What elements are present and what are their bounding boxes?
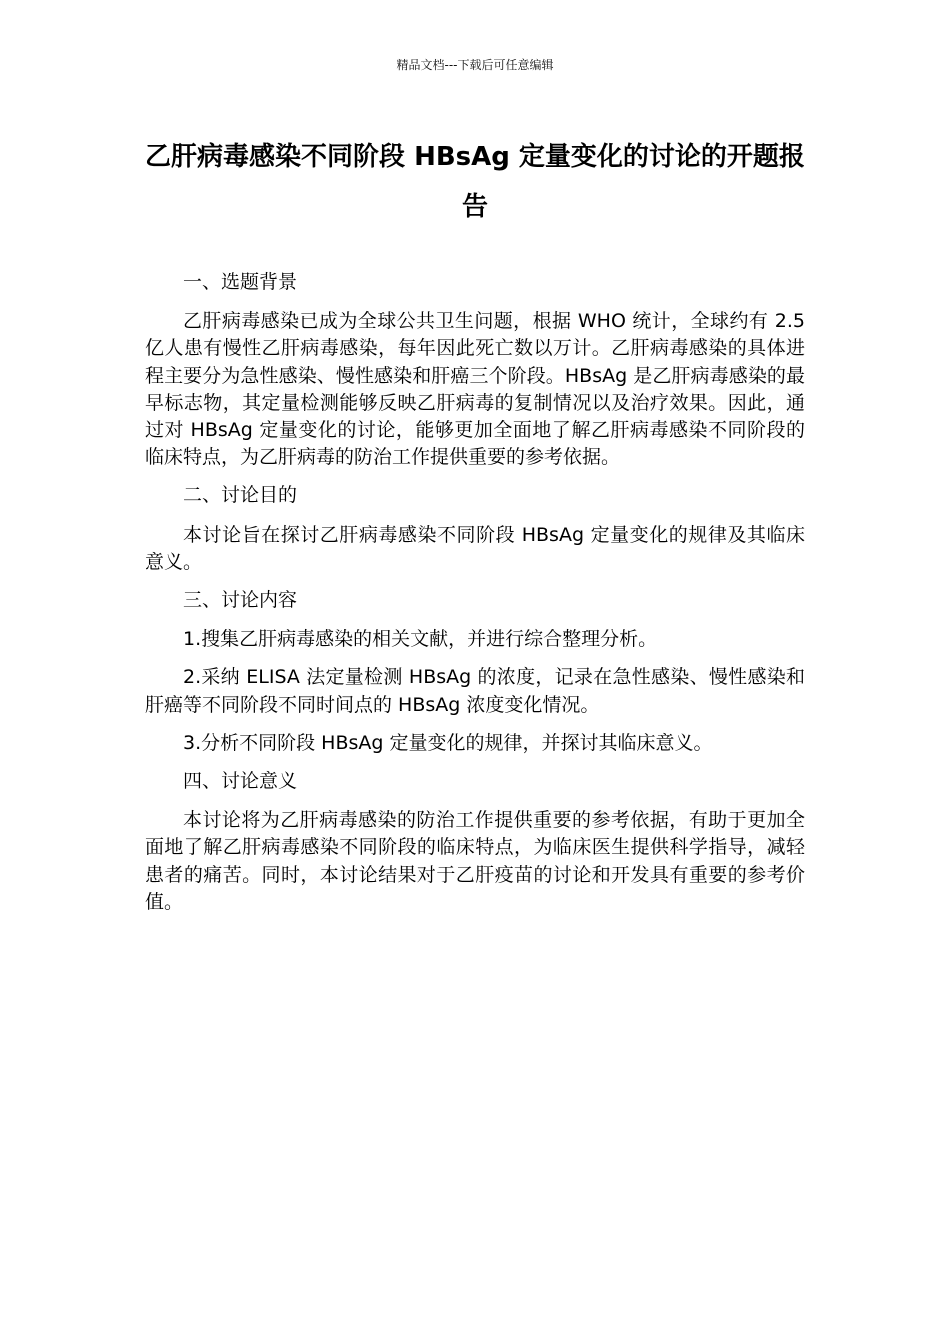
section-heading-purpose: 二、讨论目的	[183, 484, 298, 507]
page-header-note: 精品文档---下载后可任意编辑	[396, 58, 554, 72]
document-body	[145, 269, 805, 927]
purpose-paragraph: 本讨论旨在探讨乙肝病毒感染不同阶段 HBsAg 定量变化的规律及其临床意义。	[145, 523, 805, 573]
content-item-2: 2.采纳 ELISA 法定量检测 HBsAg 的浓度，记录在急性感染、慢性感染和肝癌等不同阶段不同时间点的 HBsAg 浓度变化情况。	[145, 666, 805, 716]
content-item-3: 3.分析不同阶段 HBsAg 定量变化的规律，并探讨其临床意义。	[183, 731, 713, 754]
section-heading-significance: 四、讨论意义	[183, 770, 298, 793]
significance-paragraph: 本讨论将为乙肝病毒感染的防治工作提供重要的参考依据，有助于更加全面地了解乙肝病毒感染不同阶段的临床特点，为临床医生提供科学指导，减轻患者的痛苦。同时，本讨论结果对于乙肝疫苗的讨论和开发具有重要的参考价值。	[145, 809, 805, 913]
content-item-1: 1.搜集乙肝病毒感染的相关文献，并进行综合整理分析。	[183, 628, 658, 651]
section-heading-background: 一、选题背景	[183, 271, 298, 293]
section-heading-content: 三、讨论内容	[183, 589, 298, 612]
background-paragraph: 乙肝病毒感染已成为全球公共卫生问题，根据 WHO 统计，全球约有 2.5 亿人患有慢性乙肝病毒感染，每年因此死亡数以万计。乙肝病毒感染的具体进程主要分为急性感染、慢性感染和肝癌三个阶段。HBsAg 是乙肝病毒感染的最早标志物，其定量检测能够反映乙肝病毒的复制情况以及治疗效果。因此，通过对 HBsAg 定量变化的讨论，能够更加全面地了解乙肝病毒感染不同阶段的临床特点，为乙肝病毒的防治工作提供重要的参考依据。	[145, 310, 805, 469]
document-title: 乙肝病毒感染不同阶段 HBsAg 定量变化的讨论的开题报告	[145, 142, 805, 222]
